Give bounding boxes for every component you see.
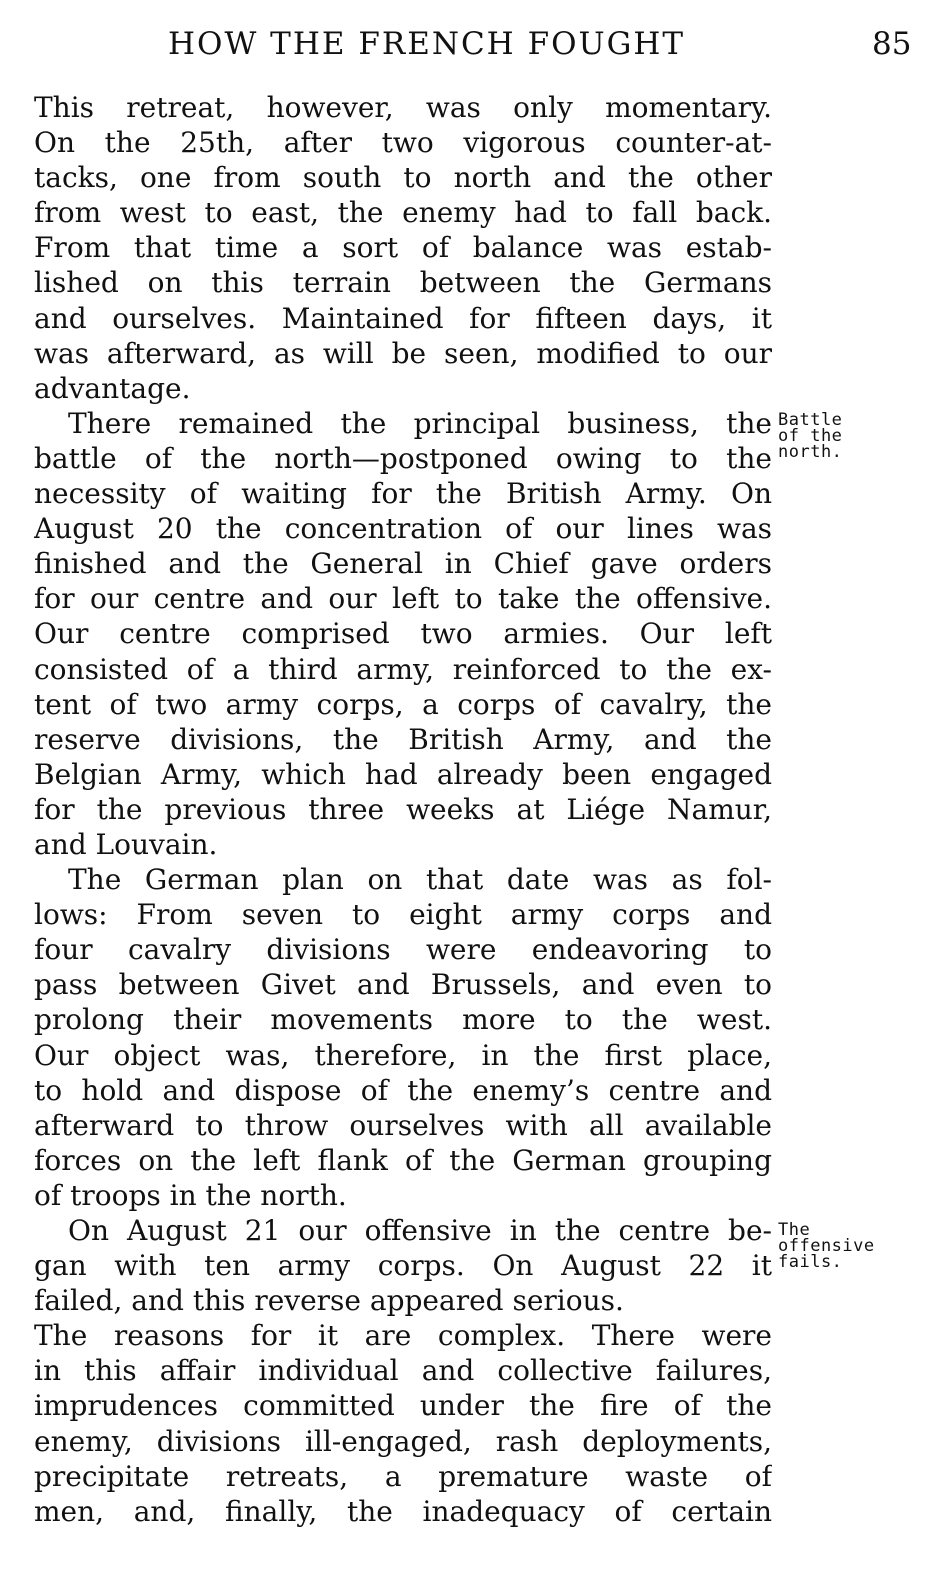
text-line: to hold and dispose of the enemy’s centre and (34, 1073, 772, 1107)
text-line: failed, and this reverse appeared serious. (34, 1284, 624, 1318)
text-line: finished and the General in Chief gave orders (34, 547, 772, 581)
text-line: in this affair individual and collective failures, (34, 1354, 772, 1388)
text-line: for the previous three weeks at Liége Namur, (34, 792, 772, 826)
margin-note-offensive-fails (778, 1222, 875, 1270)
text-line: lows: From seven to eight army corps and (34, 898, 772, 932)
running-title: HOW THE FRENCH FOUGHT (168, 26, 686, 62)
text-line: consisted of a third army, reinforced to the ex- (34, 652, 772, 686)
margin-note-line: north. (778, 442, 843, 462)
text-line: lished on this terrain between the Germans (34, 266, 772, 300)
text-line: precipitate retreats, a premature waste of (34, 1459, 772, 1493)
text-line: from west to east, the enemy had to fall back. (34, 196, 772, 230)
text-line: This retreat, however, was only momentary. (34, 91, 772, 124)
text-line: forces on the left flank of the German grouping (34, 1143, 772, 1177)
text-line: four cavalry divisions were endeavoring to (34, 933, 772, 967)
paragraph-first-line: There remained the principal business, the (68, 406, 772, 440)
text-line: gan with ten army corps. On August 22 it (34, 1249, 772, 1283)
body-text (34, 90, 772, 1529)
margin-note-line: fails. (778, 1252, 843, 1272)
text-line: was afterward, as will be seen, modified to our (34, 336, 772, 370)
text-line: and Louvain. (34, 827, 218, 861)
text-line: On the 25th, after two vigorous counter-at- (34, 126, 772, 160)
paragraph-first-line: The German plan on that date was as fol- (68, 863, 772, 897)
text-line: August 20 the concentration of our lines was (34, 512, 772, 546)
text-line: battle of the north—postponed owing to the (34, 441, 772, 475)
text-line: imprudences committed under the fire of the (34, 1389, 772, 1423)
paragraph-first-line: On August 21 our offensive in the centre be- (68, 1214, 772, 1247)
text-line: Our object was, therefore, in the first place, (34, 1038, 772, 1072)
text-line: Belgian Army, which had already been engaged (34, 757, 772, 791)
paragraph-first-line: The reasons for it are complex. There were (34, 1319, 772, 1353)
page-number: 85 (872, 26, 912, 62)
text-line: men, and, finally, the inadequacy of certain (34, 1494, 772, 1528)
text-line: enemy, divisions ill-engaged, rash deployments, (34, 1424, 772, 1458)
text-line: afterward to throw ourselves with all available (34, 1108, 772, 1142)
text-line: of troops in the north. (34, 1178, 347, 1212)
margin-note-line: offensive (778, 1236, 875, 1256)
text-line: tent of two army corps, a corps of cavalry, the (34, 687, 772, 721)
text-line: Our centre comprised two armies. Our left (34, 617, 772, 651)
text-line: reserve divisions, the British Army, and the (34, 722, 772, 756)
margin-note-battle-of-the-north (778, 412, 842, 460)
text-line: prolong their movements more to the west. (34, 1003, 772, 1037)
margin-note-line: Battle (778, 410, 843, 430)
margin-note-line: of the (778, 426, 843, 446)
text-line: advantage. (34, 371, 191, 405)
text-line: tacks, one from south to north and the other (34, 161, 772, 195)
text-line: pass between Givet and Brussels, and even to (34, 968, 772, 1002)
margin-note-line: The (778, 1220, 811, 1240)
text-line: for our centre and our left to take the offensive. (34, 582, 772, 616)
text-line: and ourselves. Maintained for fifteen days, it (34, 301, 772, 335)
text-line: necessity of waiting for the British Army. On (34, 477, 772, 511)
text-line: From that time a sort of balance was estab- (34, 231, 772, 265)
